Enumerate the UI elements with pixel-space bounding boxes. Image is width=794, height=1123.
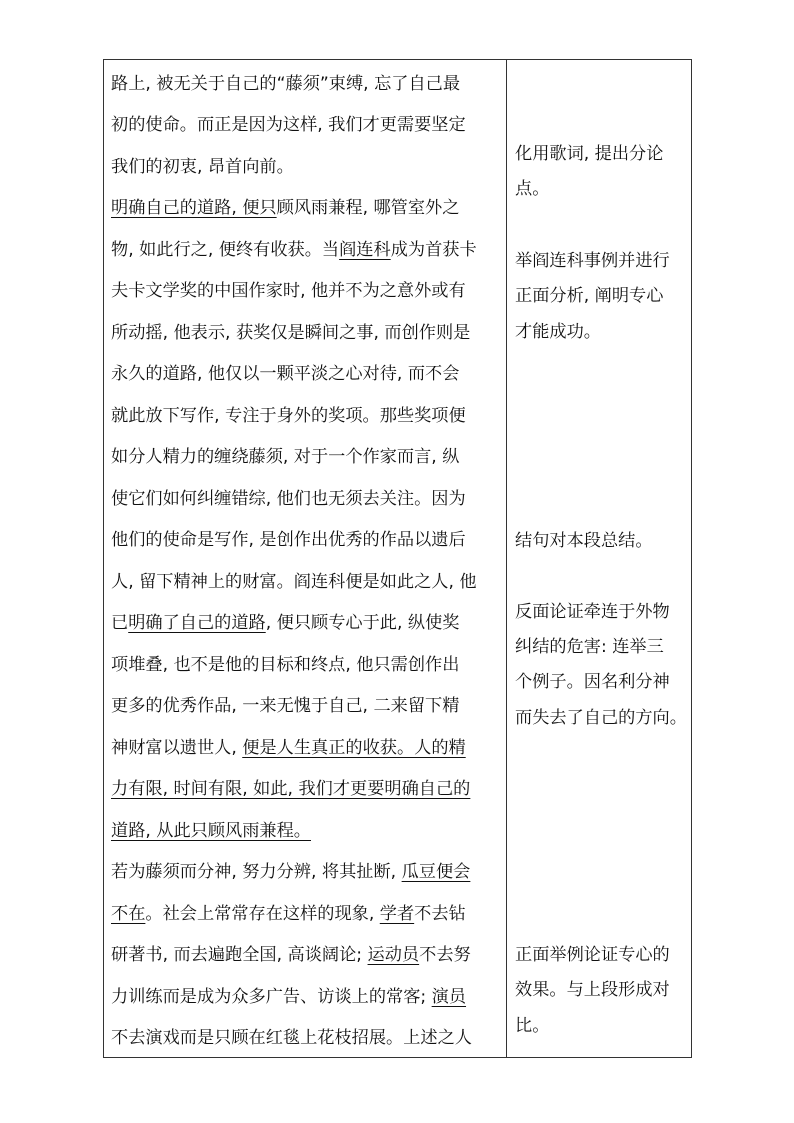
- essay-text: 夫卡文学奖的中国作家时, 他并不为之意外或有: [111, 281, 466, 301]
- essay-line: [111, 985, 466, 1009]
- essay-line: [111, 321, 470, 345]
- commentary-line: 正面举例论证专心的: [515, 945, 670, 965]
- essay-line: [111, 72, 460, 96]
- commentary-line: 反面论证牵连于外物: [515, 602, 670, 622]
- essay-text: 已: [111, 613, 129, 633]
- commentary-line: 结句对本段总结。: [515, 531, 653, 551]
- essay-text: 他们的使命是写作, 是创作出优秀的作品以遗后: [111, 530, 466, 550]
- essay-text: 若为藤须而分神, 努力分辨, 将其扯断,: [111, 862, 402, 882]
- essay-text: 项堆叠, 也不是他的目标和终点, 他只需创作出: [111, 655, 460, 675]
- essay-text: 初的使命。而正是因为这样, 我们才更需要坚定: [111, 115, 466, 135]
- underlined-text: 运动员: [367, 945, 420, 965]
- essay-text: 不去演戏而是只顾在红毯上花枝招展。上述之人: [111, 1028, 472, 1048]
- essay-text: , 便只顾专心于此, 纵使奖: [265, 613, 460, 633]
- commentary-line: 个例子。因名利分神: [515, 672, 670, 692]
- essay-line: [111, 113, 466, 137]
- commentary-line: 举阎连科事例并进行: [515, 251, 670, 271]
- essay-line: [111, 860, 470, 884]
- essay-text: 所动摇, 他表示, 获奖仅是瞬间之事, 而创作则是: [111, 323, 471, 343]
- underlined-text: 便是人生真正的收获。人的精: [242, 738, 466, 758]
- commentary-line: 才能成功。: [515, 322, 601, 342]
- essay-text: 物, 如此行之, 便终有收获。当: [111, 240, 340, 260]
- underlined-text: 道路, 从此只顾风雨兼程。: [111, 821, 311, 841]
- underlined-text: 阎连科: [339, 240, 391, 260]
- essay-line: [111, 238, 477, 262]
- essay-line: [111, 777, 470, 801]
- underlined-text: 明确了自己的道路: [128, 613, 266, 633]
- essay-text: 人, 留下精神上的财富。阎连科便是如此之人, 他: [111, 572, 477, 592]
- underlined-text: 不在: [111, 904, 146, 924]
- essay-text: 就此放下写作, 专注于身外的奖项。那些奖项便: [111, 406, 466, 426]
- commentary-line: 正面分析, 阐明专心: [515, 286, 664, 306]
- essay-text: 。社会上常常存在这样的现象,: [145, 904, 380, 924]
- essay-line: [111, 570, 477, 594]
- underlined-text: 演员: [431, 987, 467, 1007]
- underlined-text: 力有限, 时间有限, 如此, 我们才更要明确自己的: [111, 779, 471, 799]
- essay-line: [111, 362, 459, 386]
- essay-line: [111, 279, 466, 303]
- commentary-line: 纠结的危害: 连举三: [515, 637, 664, 657]
- essay-line: [111, 196, 459, 220]
- essay-text: 不去努: [419, 945, 471, 965]
- essay-text: 不去钻: [414, 904, 466, 924]
- commentary-line: 效果。与上段形成对: [515, 980, 670, 1000]
- commentary-line: 比。: [515, 1016, 550, 1036]
- essay-text: 使它们如何纠缠错综, 他们也无须去关注。因为: [111, 489, 466, 509]
- essay-text: 如分人精力的缠绕藤须, 对于一个作家而言, 纵: [111, 447, 460, 467]
- essay-line: [111, 653, 459, 677]
- essay-line: [111, 155, 294, 179]
- essay-text: 成为首获卡: [390, 240, 477, 260]
- essay-line: [111, 694, 459, 718]
- commentary-line: 化用歌词, 提出分论: [515, 144, 664, 164]
- essay-line: [111, 404, 466, 428]
- essay-line: [111, 528, 466, 552]
- commentary-line: 而失去了自己的方向。: [515, 708, 687, 728]
- essay-text: 我们的初衷, 昂首向前。: [111, 157, 294, 177]
- column-divider: [506, 59, 507, 1058]
- underlined-text: 瓜豆便会: [401, 862, 471, 882]
- essay-line: [111, 445, 459, 469]
- essay-text: 力训练而是成为众多广告、访谈上的常客;: [111, 987, 432, 1007]
- commentary-line: 点。: [515, 179, 550, 199]
- essay-text: 更多的优秀作品, 一来无愧于自己, 二来留下精: [111, 696, 460, 716]
- essay-line: [111, 943, 471, 967]
- essay-text: 永久的道路, 他仅以一颗平淡之心对待, 而不会: [111, 364, 460, 384]
- essay-text: 路上, 被无关于自己的“藤须”束缚, 忘了自己最: [111, 74, 461, 94]
- essay-line: [111, 819, 311, 843]
- essay-line: [111, 611, 459, 635]
- essay-line: [111, 736, 466, 760]
- essay-line: [111, 487, 466, 511]
- underlined-text: 学者: [379, 904, 415, 924]
- essay-line: [111, 1026, 472, 1050]
- essay-line: [111, 902, 466, 926]
- essay-text: 顾风雨兼程, 哪管室外之: [276, 198, 460, 218]
- essay-text: 神财富以遗世人,: [111, 738, 243, 758]
- essay-text: 研著书, 而去遍跑全国, 高谈阔论;: [111, 945, 368, 965]
- underlined-text: 明确自己的道路, 便只: [111, 198, 277, 218]
